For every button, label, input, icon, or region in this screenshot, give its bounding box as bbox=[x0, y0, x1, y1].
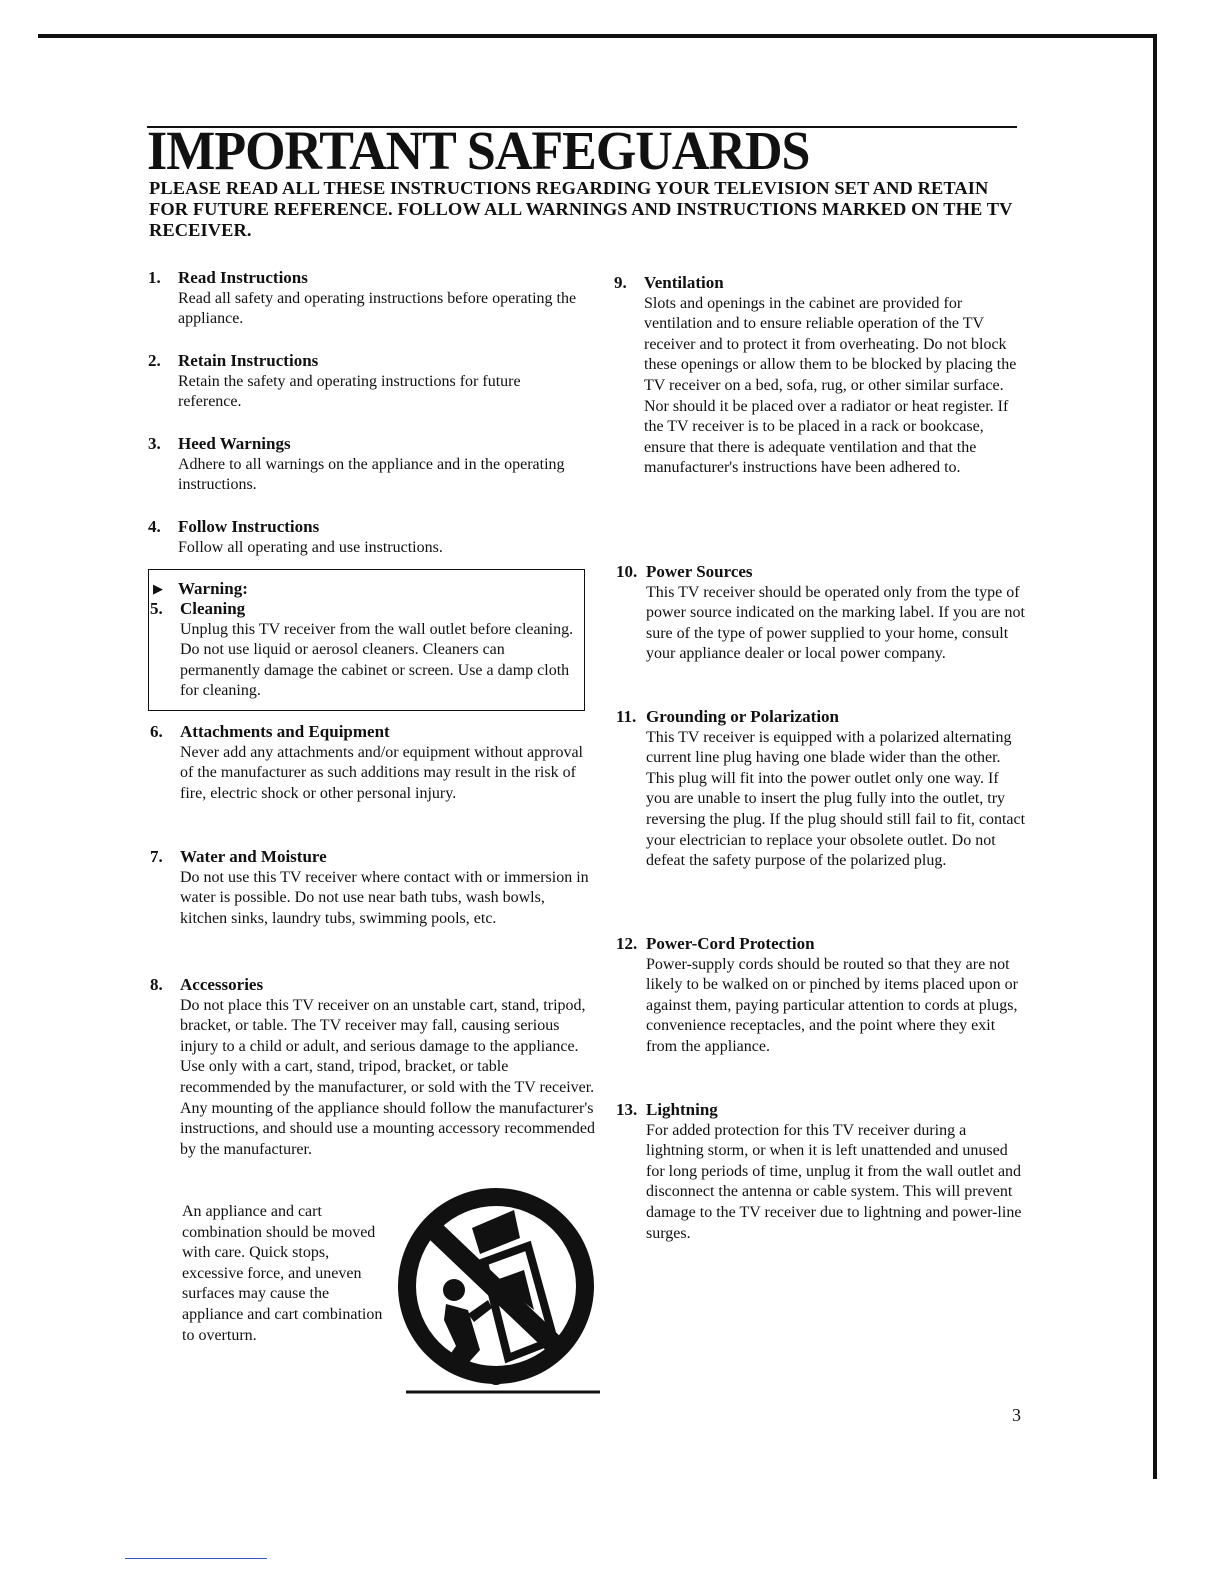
item-body: This TV receiver is equipped with a polarized alternating current line plug having one blade wider than the other. This plug will fit into the power outlet only one way. If you are unable to insert the plug fully into the outlet, try reversing the plug. If the plug should still fail to fit, contact your electrician to replace your obsolete outlet. Do not defeat the safety purpose of the polarized plug. bbox=[646, 728, 1026, 870]
item-number: 4. bbox=[148, 517, 161, 536]
safeguard-item-8 bbox=[150, 975, 595, 1160]
safeguard-item-12 bbox=[616, 934, 1026, 1058]
item-body: Read all safety and operating instructions before operating the appliance. bbox=[178, 289, 577, 328]
item-body: Do not place this TV receiver on an unstable cart, stand, tripod, bracket, or table. The TV receiver may fall, causing serious injury to a child or adult, and serious damage to the appliance. Use only with a cart, stand, tripod, bracket, or table recommended by the manufacturer, or sold with the TV receiver. Any mounting of the appliance should follow the manufacturer's instructions, and should use a mounting accessory recommended by the manufacturer. bbox=[180, 996, 596, 1158]
item-number: 3. bbox=[148, 434, 161, 453]
right-border-rule bbox=[1153, 34, 1157, 1479]
item-number: 10. bbox=[616, 562, 638, 581]
item-body: Never add any attachments and/or equipment without approval of the manufacturer as such additions may result in the risk of fire, electric shock or other personal injury. bbox=[180, 743, 583, 802]
page-subtitle: PLEASE READ ALL THESE INSTRUCTIONS REGARDING YOUR TELEVISION SET AND RETAIN FOR FUTURE REFERENCE. FOLLOW ALL WARNINGS AND INSTRUCTIONS MARKED ON THE TV RECEIVER. bbox=[149, 178, 1013, 240]
safeguard-item-2 bbox=[148, 351, 588, 413]
safeguard-item-6 bbox=[150, 722, 595, 804]
item-number: 12. bbox=[616, 934, 638, 953]
item-heading: Grounding or Polarization bbox=[646, 707, 840, 726]
top-border-rule bbox=[38, 34, 1156, 38]
item-heading: Lightning bbox=[646, 1100, 718, 1119]
safeguard-item-9 bbox=[614, 273, 1024, 479]
item-number: 6. bbox=[150, 722, 163, 741]
safeguard-item-3 bbox=[148, 434, 588, 496]
item-heading: Ventilation bbox=[644, 273, 724, 292]
bottom-link-line bbox=[125, 1558, 267, 1559]
safeguard-item-10 bbox=[616, 562, 1026, 665]
item-number: 11. bbox=[616, 707, 637, 726]
item-number: 7. bbox=[150, 847, 163, 866]
item-heading: Attachments and Equipment bbox=[180, 722, 390, 741]
safeguard-item-1 bbox=[148, 268, 588, 330]
item-number: 2. bbox=[148, 351, 161, 370]
safeguard-item-5 bbox=[150, 599, 580, 702]
item-heading: Read Instructions bbox=[178, 268, 308, 287]
item-heading: Water and Moisture bbox=[180, 847, 327, 866]
safeguard-item-7 bbox=[150, 847, 595, 929]
warning-label bbox=[153, 579, 248, 599]
item-number: 1. bbox=[148, 268, 161, 287]
item-heading: Follow Instructions bbox=[178, 517, 320, 536]
item-body: Power-supply cords should be routed so that they are not likely to be walked on or pinched by items placed upon or against them, paying particular attention to cords at plugs, convenience receptacles, and the point where they exit from the appliance. bbox=[646, 955, 1018, 1055]
item-heading: Power-Cord Protection bbox=[646, 934, 815, 953]
item-heading: Accessories bbox=[180, 975, 264, 994]
item-number: 13. bbox=[616, 1100, 638, 1119]
safeguard-item-13 bbox=[616, 1100, 1026, 1244]
item-heading: Retain Instructions bbox=[178, 351, 319, 370]
item-number: 9. bbox=[614, 273, 627, 292]
cart-tipover-warning-icon bbox=[384, 1180, 608, 1402]
item-heading: Heed Warnings bbox=[178, 434, 291, 453]
safeguard-item-4 bbox=[148, 517, 588, 558]
item-body: Retain the safety and operating instructions for future reference. bbox=[178, 372, 521, 411]
warning-arrow-icon: ▶ bbox=[153, 581, 163, 596]
page-number: 3 bbox=[1012, 1405, 1021, 1425]
item-body: This TV receiver should be operated only from the type of power source indicated on the marking label. If you are not sure of the type of power supplied to your home, consult your appliance dealer or local power company. bbox=[646, 583, 1025, 663]
item-body: For added protection for this TV receiver during a lightning storm, or when it is left unattended and unused for long periods of time, unplug it from the wall outlet and disconnect the antenna or cable system. This will prevent damage to the TV receiver due to lightning and power-line surges. bbox=[646, 1121, 1022, 1242]
item-heading: Cleaning bbox=[180, 599, 246, 618]
item-heading: Power Sources bbox=[646, 562, 753, 581]
safeguard-item-11 bbox=[616, 707, 1026, 872]
item-body: Unplug this TV receiver from the wall outlet before cleaning. Do not use liquid or aerosol cleaners. Cleaners can permanently damage the cabinet or screen. Use a damp cloth for cleaning. bbox=[180, 620, 574, 700]
item-number: 8. bbox=[150, 975, 163, 994]
item-number: 5. bbox=[150, 599, 163, 618]
item-body: Adhere to all warnings on the appliance and in the operating instructions. bbox=[178, 455, 565, 494]
warning-text: Warning: bbox=[178, 579, 248, 598]
item-body: Slots and openings in the cabinet are provided for ventilation and to ensure reliable operation of the TV receiver and to protect it from overheating. Do not block these openings or allow them to be blocked by placing the TV receiver on a bed, sofa, rug, or other similar surface. Nor should it be placed over a radiator or heat register. If the TV receiver is to be placed in a rack or bookcase, ensure that there is adequate ventilation and that the manufacturer's instructions have been adhered to. bbox=[644, 294, 1017, 477]
cart-caption: An appliance and cart combination should be moved with care. Quick stops, excessive force, and uneven surfaces may cause the appliance and cart combination to overturn. bbox=[182, 1203, 383, 1344]
item-body: Follow all operating and use instructions. bbox=[178, 538, 443, 556]
page-title: IMPORTANT SAFEGUARDS bbox=[147, 121, 810, 182]
item-body: Do not use this TV receiver where contact with or immersion in water is possible. Do not use near bath tubs, wash bowls, kitchen sinks, laundry tubs, swimming pools, etc. bbox=[180, 868, 589, 927]
